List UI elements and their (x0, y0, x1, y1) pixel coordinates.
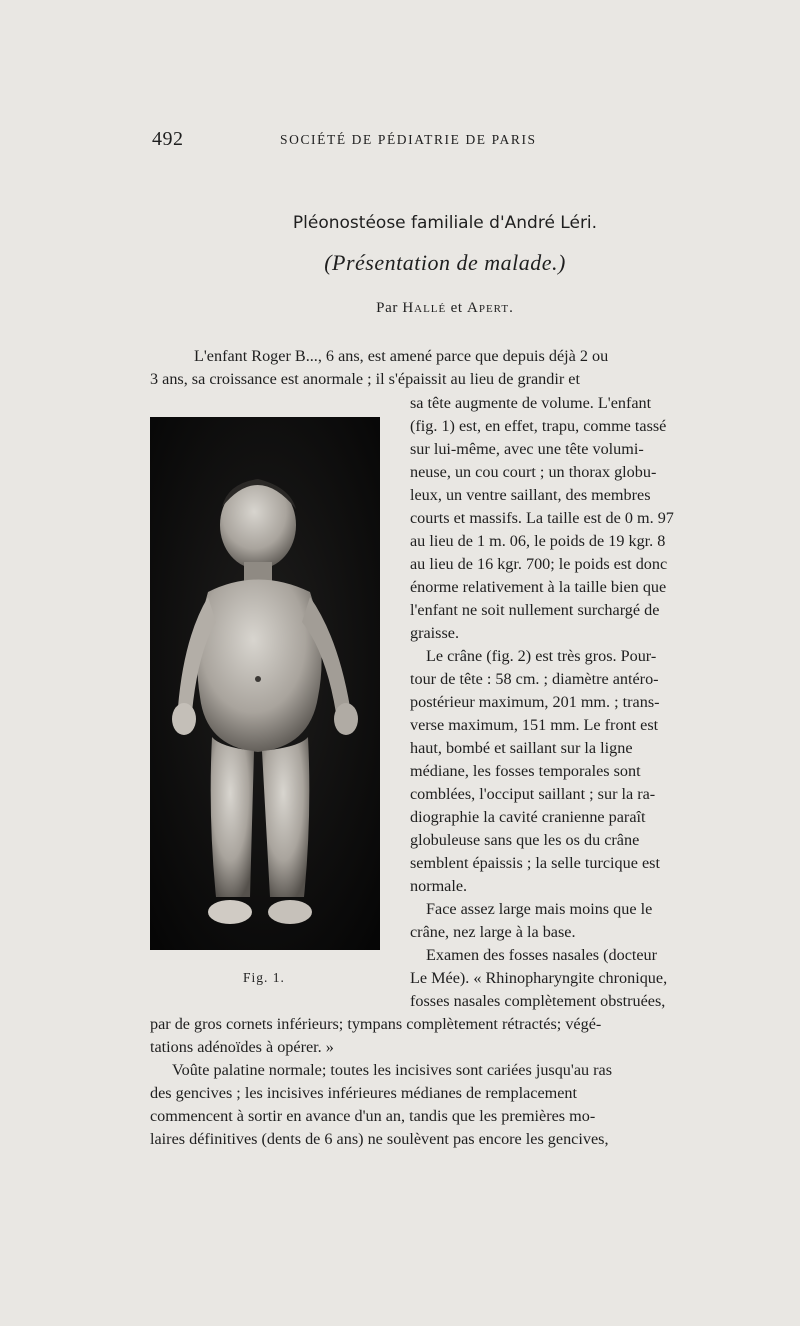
text-line: commencent à sortir en avance d'un an, tandis que les premières mo- (150, 1107, 596, 1125)
text-line: sa tête augmente de volume. L'enfant (410, 394, 652, 412)
text-line: 3 ans, sa croissance est anormale ; il s'épaissit au lieu de grandir et (150, 370, 580, 388)
text-line: graisse. (410, 624, 459, 642)
text-line: diographie la cavité cranienne paraît (410, 808, 646, 826)
text-line: des gencives ; les incisives inférieures médianes de remplacement (150, 1084, 578, 1102)
running-title: SOCIÉTÉ DE PÉDIATRIE DE PARIS (280, 132, 537, 147)
article-authors (150, 300, 740, 317)
text-line: sur lui-même, avec une tête volumi- (410, 440, 644, 458)
text-line: Voûte palatine normale; toutes les incisives sont cariées jusqu'au ras (172, 1061, 613, 1079)
text-line: crâne, nez large à la base. (410, 923, 576, 941)
author-name: Apert. (467, 300, 514, 316)
text-line: Le Mée). « Rhinopharyngite chronique, (410, 969, 668, 987)
text-line: verse maximum, 151 mm. Le front est (410, 716, 659, 734)
text-line: énorme relativement à la taille bien que (410, 578, 667, 596)
text-line: Face assez large mais moins que le (426, 900, 653, 918)
text-line: fosses nasales complètement obstruées, (410, 992, 666, 1010)
text-line: (fig. 1) est, en effet, trapu, comme tassé (410, 417, 667, 435)
text-line: normale. (410, 877, 468, 895)
authors-prefix: Par (376, 300, 398, 316)
author-name: Hallé (402, 300, 447, 316)
authors-conjunction: et (450, 300, 463, 316)
text-line: comblées, l'occiput saillant ; sur la ra- (410, 785, 656, 803)
text-line: neuse, un cou court ; un thorax globu- (410, 463, 657, 481)
page-number: 492 (152, 128, 184, 150)
text-line: Le crâne (fig. 2) est très gros. Pour- (426, 647, 657, 665)
patient-photograph (150, 417, 380, 950)
text-line: médiane, les fosses temporales sont (410, 762, 641, 780)
figure-caption: Fig. 1. (243, 970, 285, 985)
text-line: globuleuse sans que les os du crâne (410, 831, 640, 849)
text-line: haut, bombé et saillant sur la ligne (410, 739, 633, 757)
article-subtitle: (Présentation de malade.) (324, 250, 566, 275)
text-line: tations adénoïdes à opérer. » (150, 1038, 334, 1056)
text-line: L'enfant Roger B..., 6 ans, est amené parce que depuis déjà 2 ou (194, 347, 609, 365)
article-title: Pléonostéose familiale d'André Léri. (292, 213, 598, 233)
text-line: par de gros cornets inférieurs; tympans complètement rétractés; végé- (150, 1015, 602, 1033)
text-line: au lieu de 16 kgr. 700; le poids est donc (410, 555, 668, 573)
text-line: courts et massifs. La taille est de 0 m. 97 (410, 509, 674, 527)
text-line: tour de tête : 58 cm. ; diamètre antéro- (410, 670, 659, 688)
text-line: leux, un ventre saillant, des membres (410, 486, 651, 504)
text-line: semblent épaissis ; la selle turcique est (410, 854, 660, 872)
text-line: Examen des fosses nasales (docteur (426, 946, 658, 964)
page-header (152, 128, 742, 152)
text-line: l'enfant ne soit nullement surchargé de (410, 601, 660, 619)
text-line: au lieu de 1 m. 06, le poids de 19 kgr. 8 (410, 532, 666, 550)
text-line: laires définitives (dents de 6 ans) ne soulèvent pas encore les gencives, (150, 1130, 609, 1148)
text-line: postérieur maximum, 201 mm. ; trans- (410, 693, 660, 711)
